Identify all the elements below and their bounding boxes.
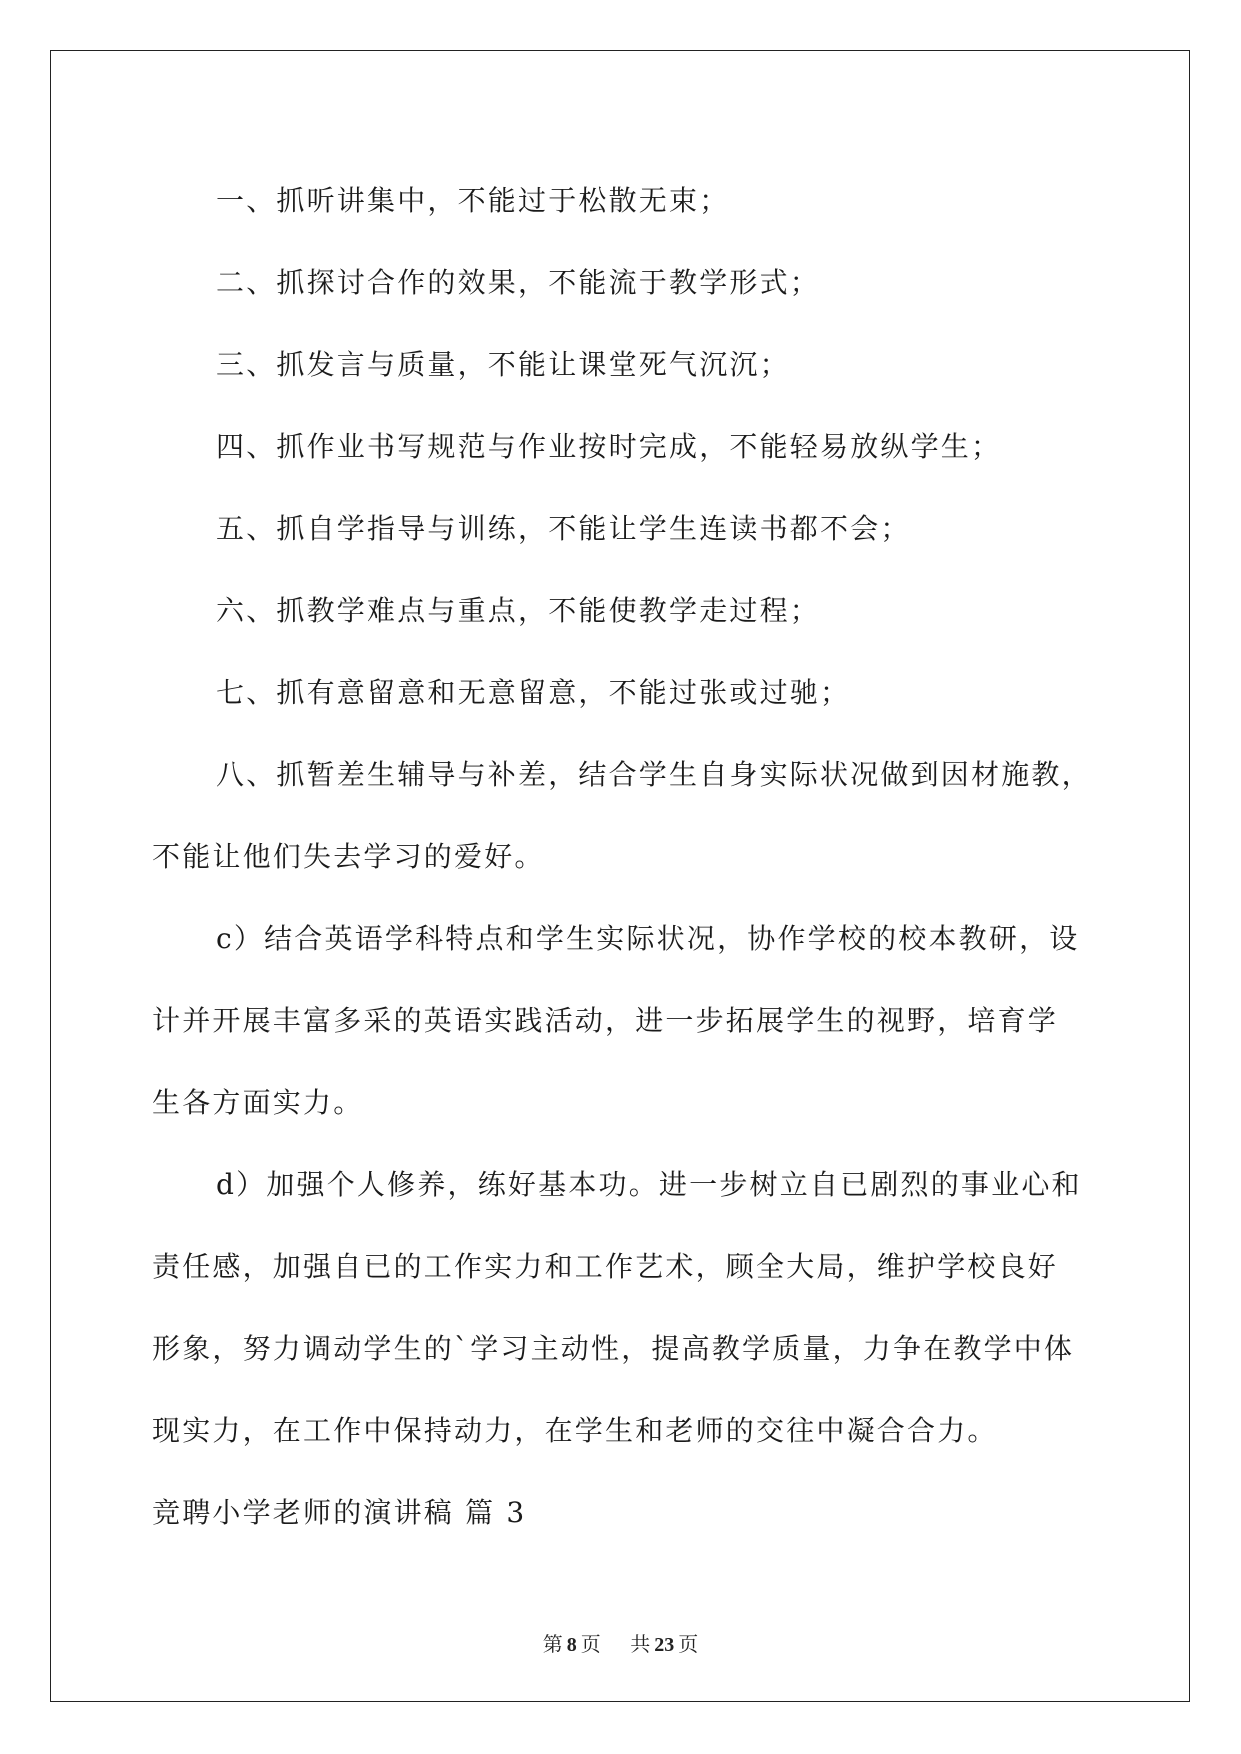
paragraph-line: 责任感，加强自已的工作实力和工作艺术，顾全大局，维护学校良好 (152, 1250, 1059, 1283)
paragraph-line: 生各方面实力。 (152, 1086, 364, 1119)
total-pages-number: 23 (654, 1634, 675, 1656)
footer-total-suffix: 页 (678, 1632, 699, 1656)
paragraph-line: 现实力，在工作中保持动力，在学生和老师的交往中凝合合力。 (152, 1414, 998, 1447)
footer-total-prefix: 共 (630, 1632, 651, 1656)
paragraph-line: 八、抓暂差生辅导与补差，结合学生自身实际状况做到因材施教， (216, 758, 1092, 791)
paragraph-line: 四、抓作业书写规范与作业按时完成，不能轻易放纵学生； (216, 430, 1002, 463)
footer-prefix: 第 (542, 1632, 563, 1656)
paragraph-line: 计并开展丰富多采的英语实践活动，进一步拓展学生的视野，培育学 (152, 1004, 1059, 1037)
section-heading: 竞聘小学老师的演讲稿 篇 3 (152, 1496, 527, 1529)
document-body (152, 160, 1092, 1554)
page-footer (0, 1628, 1241, 1657)
paragraph-line: d）加强个人修养，练好基本功。进一步树立自已剧烈的事业心和 (216, 1168, 1082, 1201)
current-page-number: 8 (566, 1634, 577, 1656)
paragraph-line: 六、抓教学难点与重点，不能使教学走过程； (216, 594, 821, 627)
paragraph-line: 形象，努力调动学生的`学习主动性，提高教学质量，力争在教学中体 (152, 1332, 1075, 1365)
paragraph-line: 二、抓探讨合作的效果，不能流于教学形式； (216, 266, 821, 299)
footer-page-word: 页 (580, 1632, 601, 1656)
paragraph-line: 七、抓有意留意和无意留意，不能过张或过驰； (216, 676, 851, 709)
paragraph-line: 三、抓发言与质量，不能让课堂死气沉沉； (216, 348, 790, 381)
paragraph-line: c）结合英语学科特点和学生实际状况，协作学校的校本教研，设 (216, 922, 1080, 955)
paragraph-line: 五、抓自学指导与训练，不能让学生连读书都不会； (216, 512, 911, 545)
paragraph-line: 不能让他们失去学习的爱好。 (152, 840, 545, 873)
paragraph-line: 一、抓听讲集中，不能过于松散无束； (216, 184, 730, 217)
